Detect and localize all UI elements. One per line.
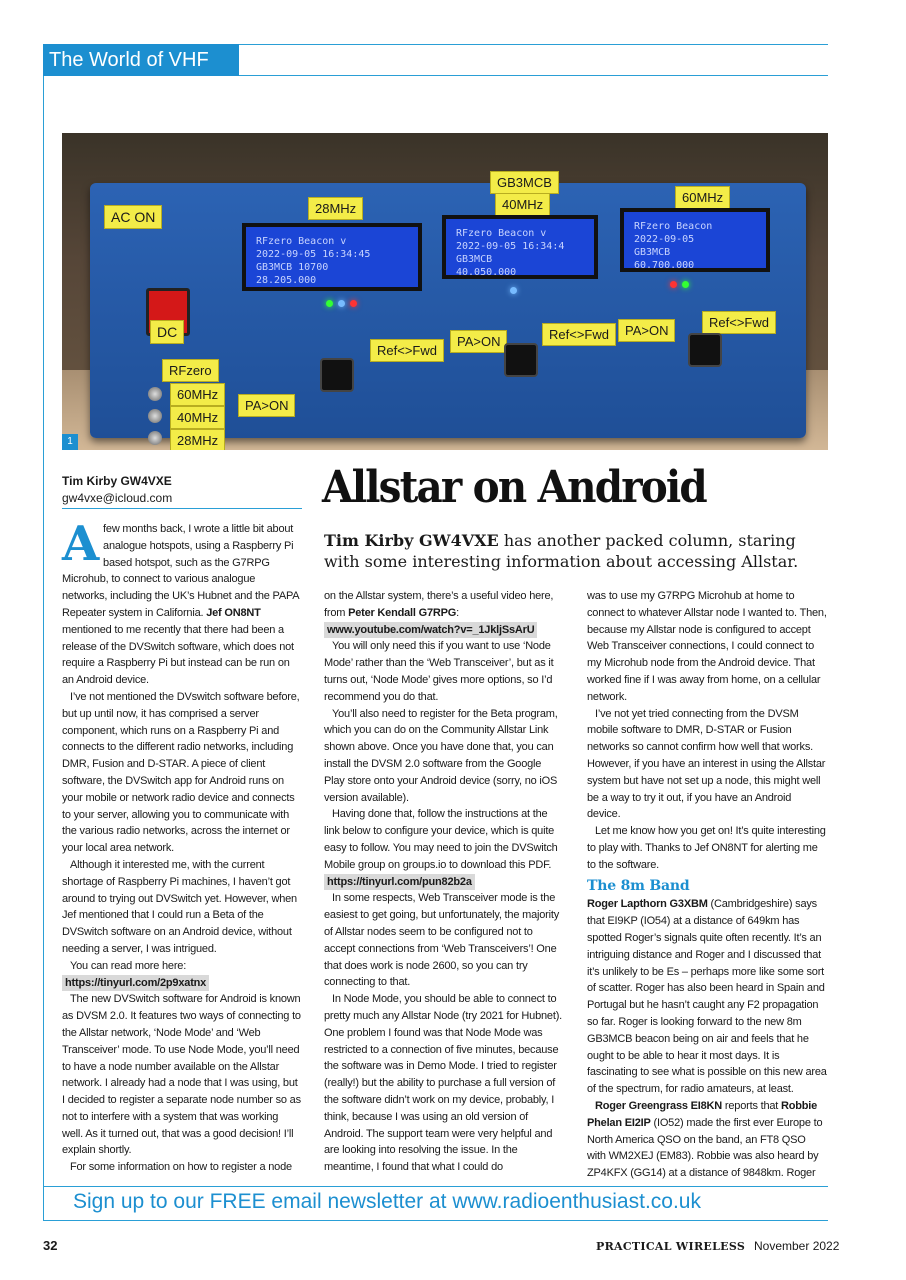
paragraph [62,516,302,689]
rf-socket [688,333,722,367]
lcd1-line: 2022-09-05 16:34:45 [256,249,371,260]
paragraph [324,588,564,622]
lcd3-line: 2022-09-05 [634,234,695,245]
name-bold: Roger Greengrass EI8KN [595,1099,723,1112]
url-paragraph [324,622,564,639]
name-bold: Robbie Phelan EI2IP [587,1099,818,1129]
column-2 [324,588,564,1176]
subheading: The 8m Band [587,877,690,894]
label-60mhz-top: 60MHz [675,186,730,209]
issue-date: November 2022 [754,1239,840,1253]
magazine-name: PRACTICAL WIRELESS [596,1240,746,1253]
label-dc: DC [150,320,184,344]
text: on the Allstar system, there’s a useful video here, from [324,590,554,619]
label-28mhz-left: 28MHz [170,429,225,450]
lcd2-line: 40.050.000 [456,267,517,278]
label-40mhz-left: 40MHz [170,406,225,429]
paragraph [587,896,827,1098]
knob [148,431,162,445]
lcd3-line: 60.700.000 [634,260,695,271]
rf-socket [320,358,354,392]
link-url[interactable]: https://tinyurl.com/2p9xatnx [62,975,209,992]
rf-socket [504,343,538,377]
link-url[interactable]: https://tinyurl.com/pun82b2a [324,874,475,891]
knob [148,387,162,401]
led-blue [338,300,345,307]
lcd-display-3 [620,208,770,272]
lcd1-line: 28.205.000 [256,275,317,286]
paragraph: In some respects, Web Transceiver mode is the easiest to get going, but unfortunately, the majority of Allstar nodes seem to be configured not to accept connections from ‘Web Transceivers’! One that does work is node 2600, so you can try connecting to that. [324,892,560,989]
paragraph: The new DVSwitch software for Android is known as DVSM 2.0. It features two ways of connecting to the Allstar network, ‘Node Mode’ and ‘Web Transceiver’ mode. To use Node Mode, you’ll need to have a node number available on the Allstar network. I already had a node that I was using, but I decided to register a separate node number so as not to interfere with a system that was working well. As it turned out, that was a good decision! I’ll explain shortly. [62,993,301,1157]
paragraph: Although it interested me, with the current shortage of Raspberry Pi machines, I haven’t got around to trying out DVSwitch yet. However, when Jef mentioned that I could run a Beta of the DVSwitch software on an Android device, without needing a server, I was intrigued. [62,858,297,955]
photo-number: 1 [62,434,78,450]
paragraph: Let me know how you get on! It’s quite interesting to play with. Thanks to Jef ON8NT for alerting me to the software. [587,825,826,871]
led-green [326,300,333,307]
newsletter-banner[interactable]: Sign up to our FREE email newsletter at www.radioenthusiast.co.uk [73,1190,701,1213]
article-photo [62,133,828,450]
lcd3-line: RFzero Beacon [634,221,713,232]
led-green [682,281,689,288]
left-border [43,76,44,1220]
text: : [456,606,459,619]
standfirst-author: Tim Kirby GW4VXE [324,531,499,550]
footer-top-rule [43,1186,828,1187]
label-rfzero: RFzero [162,359,219,382]
byline-email[interactable]: gw4vxe@icloud.com [62,491,173,505]
text: few months back, I wrote a little bit about analogue hotspots, using a Raspberry Pi based hotspot, such as the G7RPG Microhub, to connect to various analogue networks, including the UK’s Hubnet and the PAPA Repeater system in California. [62,523,299,619]
top-rule [239,44,828,45]
label-28mhz-top: 28MHz [308,197,363,220]
paragraph: In Node Mode, you should be able to connect to pretty much any Allstar Node (try 2021 for Hubnet). One problem I found was that Node Mode was restricted to a connection of five minutes, because the software was in Demo Mode. I tried to register (really!) but the ability to purchase a full version of the software didn’t work on my device, probably, I think, because I was using an old version of Android. The support team were very helpful and are looking into resolving the issue. In the meantime, I found that what I could do [324,993,563,1174]
label-pa-on-3: PA>ON [618,319,675,342]
paragraph: I’ve not yet tried connecting from the DVSM mobile software to DMR, D-STAR or Fusion networks so cannot confirm how well that works. However, if you have an interest in using the Allstar system but have not set up a node, this might well be a way to try it out, if you have an Android device. [587,707,826,821]
name-bold: Jef ON8NT [206,606,261,619]
name-bold: Peter Kendall G7RPG [348,606,457,619]
label-gb3mcb: GB3MCB [490,171,559,194]
lcd3-line: GB3MCB [634,247,671,258]
byline-rule [62,508,302,509]
url-paragraph [324,874,564,891]
lcd1-line: GB3MCB 10700 [256,262,329,273]
paragraph: You can read more here: [70,959,187,972]
label-ref-fwd-2: Ref<>Fwd [542,323,616,346]
paragraph: You will only need this if you want to use ‘Node Mode’ rather than the ‘Web Transceiver’, but as it turns out, ‘Node Mode’ gives more options, so I’d recommend you do that. [324,640,554,703]
column-1 [62,516,302,1176]
lcd-display-2 [442,215,598,279]
standfirst [324,530,824,572]
beacon-chassis [90,175,806,448]
lcd2-line: RFzero Beacon v [456,228,547,239]
text: mentioned to me recently that there had been a release of the DVSwitch software, which does not require a Raspberry Pi but instead can be run on an Android device. [62,623,294,687]
paragraph: I’ve not mentioned the DVswitch software before, but up until now, it has comprised a server component, which runs on a Raspberry Pi and connects to the different radio networks, including DMR, Fusion and D-STAR. A piece of client software, the DVSwitch app for Android runs on your mobile or network radio device and connects to your server, allowing you to communicate with the various radio networks, across the internet or your local area network. [62,690,300,855]
url-paragraph [62,975,302,992]
label-ac-on: AC ON [104,205,162,229]
paragraph: For some information on how to register a node [70,1161,292,1174]
link-url[interactable]: www.youtube.com/watch?v=_1JkljSsArU [324,622,537,639]
paragraph: Having done that, follow the instructions at the link below to configure your device, which is quite easy to follow. You may need to join the DVSwitch Mobile group on groups.io to download this PDF. [324,808,558,871]
paragraph: You’ll also need to register for the Beta program, which you can do on the Community Allstar Link shown above. Once you have done that, you can install the DVSM 2.0 software from the Google Play store onto your Android device (sorry, no iOS version available). [324,707,558,804]
label-pa-on-2: PA>ON [450,330,507,353]
label-ref-fwd-1: Ref<>Fwd [370,339,444,362]
text: (IO52) made the first ever Europe to North America QSO on the band, an FT8 QSO with WM2XEJ (EM83). Robbie was also heard by ZP4KFX (GG14) at a distance of 9848km. Roger [587,1116,823,1180]
lcd-display-1 [242,223,422,291]
header-rule [239,75,828,76]
knob [148,409,162,423]
section-tab: The World of VHF [43,44,239,76]
led-red [670,281,677,288]
footer-bottom-rule [43,1220,828,1221]
byline-name: Tim Kirby GW4VXE [62,474,172,488]
lcd2-line: GB3MCB [456,254,493,265]
paragraph: was to use my G7RPG Microhub at home to connect to whatever Allstar node I wanted to. Then, because my Allstar node is configured to accept Web Transceiver connections, I could connect to my Microhub node from the Android device. That worked fine if I was away from home, on a cellular network. [587,590,827,703]
lcd1-line: RFzero Beacon v [256,236,347,247]
drop-cap: A [62,516,100,572]
column-3 [587,588,827,1182]
name-bold: Roger Lapthorn G3XBM [587,898,708,911]
standfirst-text: has another packed column, staring with some interesting information about accessing Allstar. [324,531,799,571]
text: reports that [722,1099,781,1112]
paragraph [587,1098,827,1182]
page-number: 32 [43,1238,58,1253]
lcd2-line: 2022-09-05 16:34:4 [456,241,565,252]
label-40mhz-top: 40MHz [495,193,550,216]
led-red [350,300,357,307]
label-60mhz-left: 60MHz [170,383,225,406]
led-blue [510,287,517,294]
text: (Cambridgeshire) says that EI9KP (IO54) at a distance of 649km has spotted Roger’s signals quite often recently. It’s an intriguing distance and Roger and I discussed that it’s unlikely to be Es – perhaps more like some sort of scatter. Roger has also been heard in Spain and Portugal but he hasn’t caught any F2 propagation so far. Roger is looking forward to the new 8m GB3MCB beacon being on air and feels that he ought to be able to hear it most days. It is fascinating to see what is possible on this new area of the spectrum, for radio amateurs, at least. [587,898,827,1096]
headline: Allstar on Android [322,462,706,513]
label-ref-fwd-3: Ref<>Fwd [702,311,776,334]
label-pa-on-1: PA>ON [238,394,295,417]
